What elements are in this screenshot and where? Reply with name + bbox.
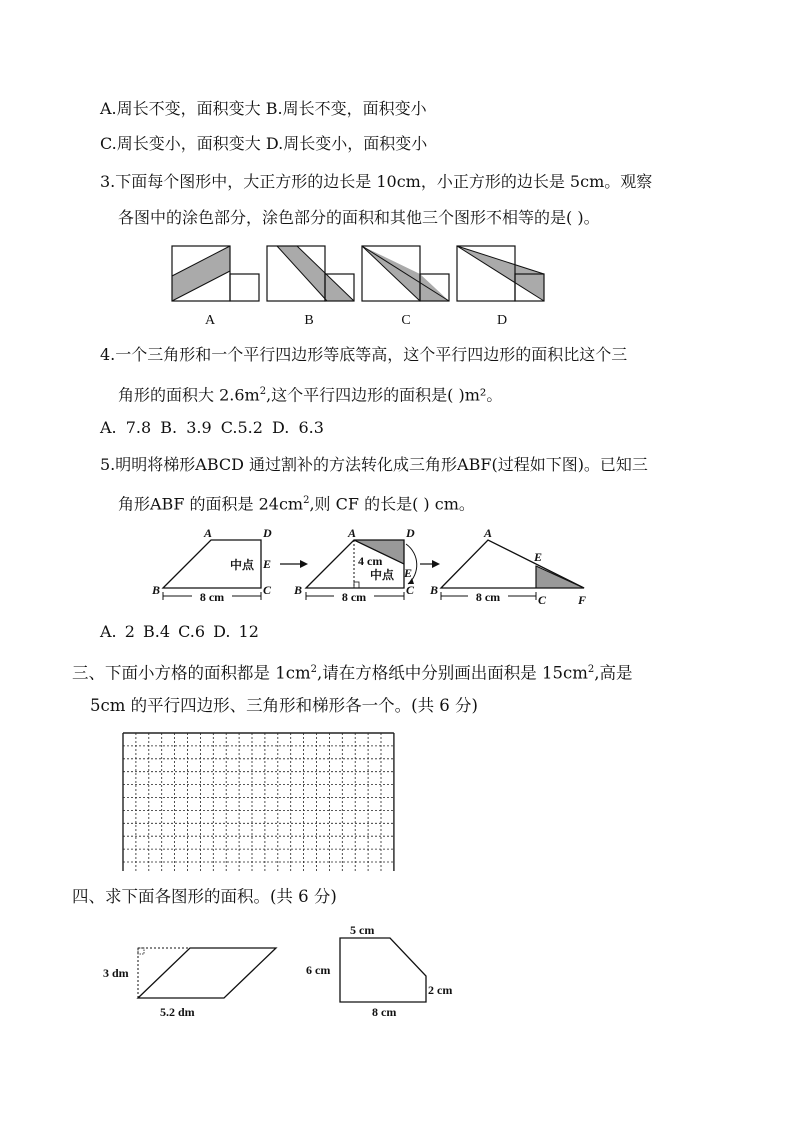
q5-f1-label-d: D xyxy=(263,526,272,540)
q5-f1-base: 8 cm xyxy=(199,590,225,604)
q4-line2-pre: 角形的面积大 2.6m xyxy=(118,385,260,405)
section4-title: 四、求下面各图形的面积。(共 6 分) xyxy=(72,887,337,906)
q5-f2-midpoint: 中点 xyxy=(370,568,395,582)
section3-line1-post: ,高是 xyxy=(594,663,633,683)
q5-options: A. 2 B.4 C.6 D. 12 xyxy=(100,622,259,641)
q3-figure-c xyxy=(362,246,449,301)
q2-options-line1: A.周长不变，面积变大 B.周长不变，面积变小 xyxy=(100,99,427,118)
arrow-right-icon xyxy=(280,560,308,568)
q2-options-line2: C.周长变小，面积变大 D.周长变小，面积变小 xyxy=(100,134,428,153)
q3-text-line2: 各图中的涂色部分，涂色部分的面积和其他三个图形不相等的是( )。 xyxy=(118,208,600,227)
q3-label-d: D xyxy=(496,313,508,328)
q4-line2-post: ,这个平行四边形的面积是( )m²。 xyxy=(266,385,503,405)
arrow-right-icon xyxy=(420,560,440,568)
section3-sup1: 2 xyxy=(310,664,318,675)
section3-text-line2: 5cm 的平行四边形、三角形和梯形各一个。(共 6 分) xyxy=(90,696,478,715)
pentagon-figure xyxy=(304,922,474,1022)
q5-f2-label-c: C xyxy=(406,583,415,597)
pentagon-right-label: 2 cm xyxy=(428,983,453,997)
q5-f2-label-e: E xyxy=(404,566,413,580)
q5-f3-label-f: F xyxy=(578,593,587,607)
q5-f3-label-b: B xyxy=(430,583,439,597)
q3-figure-a xyxy=(172,246,259,301)
q5-line2-post: ,则 CF 的长是( ) cm。 xyxy=(309,494,475,514)
q5-f1-label-c: C xyxy=(263,583,272,597)
parallelogram-figure xyxy=(100,922,290,1022)
grid-paper[interactable] xyxy=(122,731,398,871)
q5-text-line2 xyxy=(118,491,475,514)
q3-text-line1: 3.下面每个图形中，大正方形的边长是 10cm，小正方形的边长是 5cm。观察 xyxy=(100,172,653,191)
q3-figure-d xyxy=(457,246,544,301)
q5-f1-label-a: A xyxy=(204,526,213,540)
q4-options: A. 7.8 B. 3.9 C.5.2 D. 6.3 xyxy=(100,418,324,437)
q5-f1-midpoint: 中点 xyxy=(230,558,255,572)
q3-figures xyxy=(168,240,558,330)
q4-sup: 2 xyxy=(259,386,267,397)
pentagon-left-label: 6 cm xyxy=(306,963,331,977)
q5-f3-label-e: E xyxy=(534,550,543,564)
q3-label-b: B xyxy=(304,313,314,328)
q5-f2-base: 8 cm xyxy=(341,590,367,604)
q5-figure-trapezoid xyxy=(151,526,272,604)
q5-f3-base: 8 cm xyxy=(475,590,501,604)
q5-f2-label-b: B xyxy=(294,583,303,597)
q5-f2-height: 4 cm xyxy=(358,554,383,568)
section3-line1-pre: 三、下面小方格的面积都是 1cm xyxy=(72,663,311,683)
q4-text-line2 xyxy=(118,382,502,405)
q5-f3-label-a: A xyxy=(484,526,493,540)
q5-figures xyxy=(148,524,598,610)
pentagon-top-label: 5 cm xyxy=(350,923,375,937)
q3-figure-b xyxy=(267,246,354,301)
q5-figure-cut xyxy=(293,526,417,604)
q5-f2-label-a: A xyxy=(348,526,357,540)
parallelogram-height-label: 3 dm xyxy=(103,966,129,980)
q5-sup: 2 xyxy=(303,495,310,506)
section3-line1-mid: ,请在方格纸中分别画出面积是 15cm xyxy=(317,663,588,683)
q4-text-line1: 4.一个三角形和一个平行四边形等底等高，这个平行四边形的面积比这个三 xyxy=(100,345,628,364)
section3-text-line1 xyxy=(72,660,633,684)
q5-f2-label-d: D xyxy=(406,526,415,540)
pentagon-bottom-label: 8 cm xyxy=(372,1005,397,1019)
q5-line2-pre: 角形ABF 的面积是 24cm xyxy=(118,494,304,514)
q5-figure-triangle xyxy=(429,526,586,607)
q3-label-c: C xyxy=(401,313,411,328)
q5-f3-label-c: C xyxy=(538,593,547,607)
q5-text-line1: 5.明明将梯形ABCD 通过割补的方法转化成三角形ABF(过程如下图)。已知三 xyxy=(100,455,648,474)
section3-sup2: 2 xyxy=(587,664,595,675)
q5-f1-label-e: E xyxy=(263,557,272,571)
q5-f1-label-b: B xyxy=(152,583,161,597)
q3-label-a: A xyxy=(204,313,216,328)
parallelogram-base-label: 5.2 dm xyxy=(160,1005,195,1019)
